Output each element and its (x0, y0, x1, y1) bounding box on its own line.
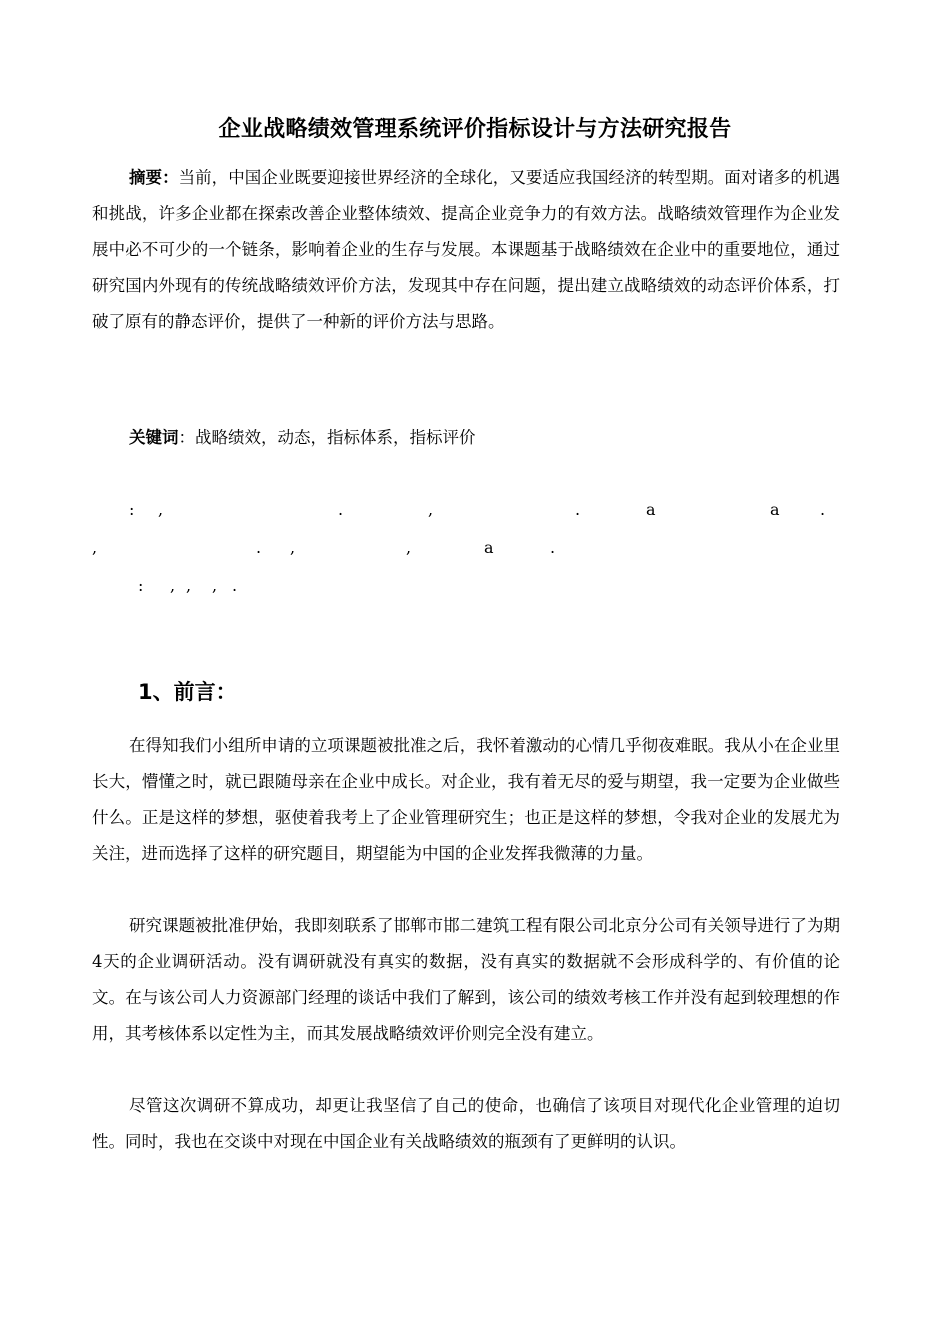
preface-paragraph: 研究课题被批准伊始，我即刻联系了邯郸市邯二建筑工程有限公司北京分公司有关领导进行了为期4天的企业调研活动。没有调研就没有真实的数据，没有真实的数据就不会形成科学的、有价值的论文。在与该公司人力资源部门经理的谈话中我们了解到，该公司的绩效考核工作并没有起到较理想的作用，其考核体系以定性为主，而其发展战略绩效评价则完全没有建立。 (92, 916, 840, 1043)
english-fragment: a (770, 500, 780, 519)
english-fragment: : (138, 576, 144, 595)
keywords-text: ：战略绩效，动态，指标体系，指标评价 (178, 428, 476, 447)
abstract-text: 当前，中国企业既要迎接世界经济的全球化，又要适应我国经济的转型期。面对诸多的机遇和挑战，许多企业都在探索改善企业整体绩效、提高企业竞争力的有效方法。战略绩效管理作为企业发展中必不可少的一个链条，影响着企业的生存与发展。本课题基于战略绩效在企业中的重要地位，通过研究国内外现有的传统战略绩效评价方法，发现其中存在问题，提出建立战略绩效的动态评价体系，打破了原有的静态评价，提供了一种新的评价方法与思路。 (92, 168, 841, 331)
english-fragment: . (232, 576, 238, 595)
preface-paragraph: 在得知我们小组所申请的立项课题被批准之后，我怀着激动的心情几乎彻夜难眠。我从小在企业里长大，懵懂之时，就已跟随母亲在企业中成长。对企业，我有着无尽的爱与期望，我一定要为企业做些什么。正是这样的梦想，驱使着我考上了企业管理研究生；也正是这样的梦想，令我对企业的发展尤为关注，进而选择了这样的研究题目，期望能为中国的企业发挥我微薄的力量。 (92, 736, 840, 863)
keywords-line (129, 420, 476, 456)
english-fragment: a (646, 500, 656, 519)
english-fragment: . (575, 500, 581, 519)
abstract-paragraph (92, 160, 840, 340)
english-fragment: . (256, 538, 262, 557)
english-fragment: , (212, 576, 218, 595)
english-fragment: , (186, 576, 192, 595)
english-fragment: , (158, 500, 164, 519)
english-fragment: , (290, 538, 296, 557)
section-heading-preface: 1、前言： (138, 680, 237, 704)
english-fragment: a (484, 538, 494, 557)
english-fragment: , (406, 538, 412, 557)
preface-paragraph: 尽管这次调研不算成功，却更让我坚信了自己的使命，也确信了该项目对现代化企业管理的迫切性。同时，我也在交谈中对现在中国企业有关战略绩效的瓶颈有了更鲜明的认识。 (92, 1096, 840, 1151)
english-fragment: , (92, 538, 98, 557)
abstract-label: 摘要： (129, 168, 179, 187)
english-fragment: . (550, 538, 556, 557)
english-fragment: , (170, 576, 176, 595)
document-title: 企业战略绩效管理系统评价指标设计与方法研究报告 (218, 117, 732, 142)
keywords-label: 关键词 (129, 428, 179, 447)
english-fragment: , (428, 500, 434, 519)
english-fragment: : (129, 500, 135, 519)
english-fragment: . (820, 500, 826, 519)
english-fragment: . (338, 500, 344, 519)
